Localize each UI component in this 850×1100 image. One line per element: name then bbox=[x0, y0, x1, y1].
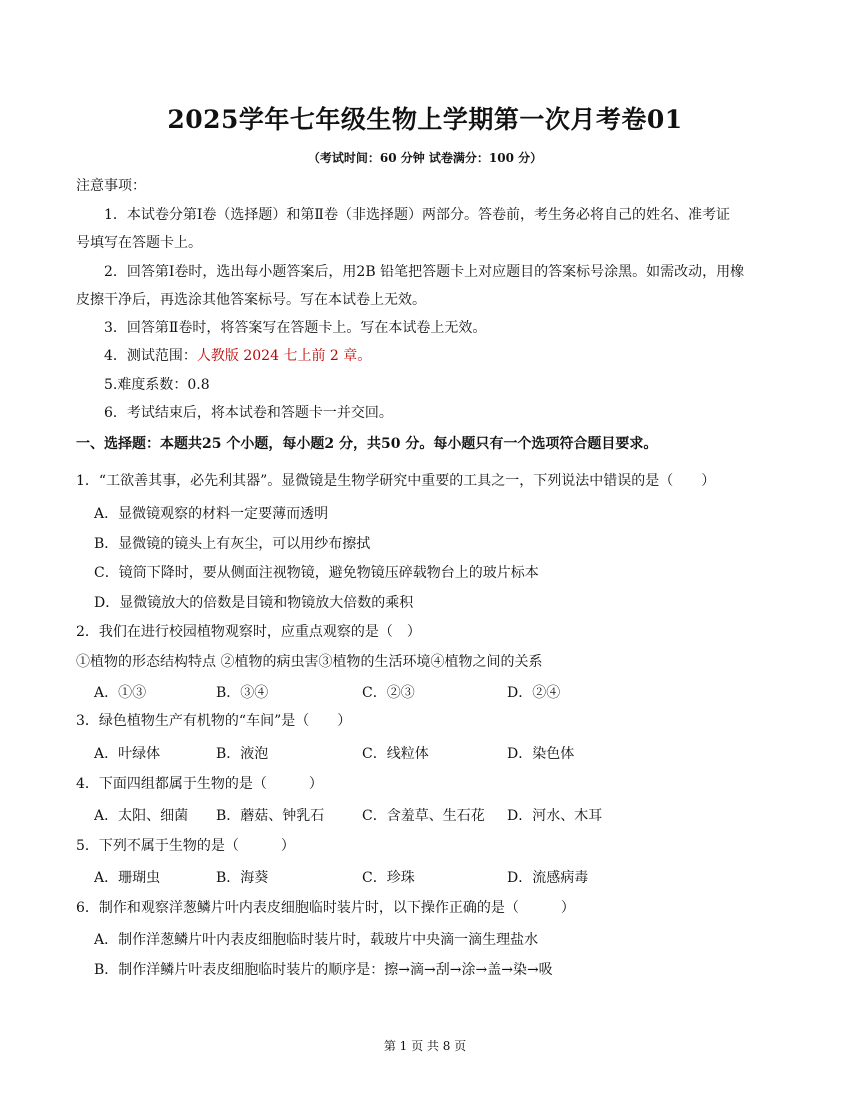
note-4-scope: 人教版 2024 七上前 2 章。 bbox=[196, 348, 372, 364]
q1-stem: 1．“工欲善其事，必先利其器”。显微镜是生物学研究中重要的工具之一，下列说法中错误的是（ ） bbox=[76, 473, 716, 489]
q5-option-b: B．海葵 bbox=[216, 870, 269, 886]
q4-option-a: A．太阳、细菌 bbox=[94, 808, 189, 824]
q2-options bbox=[94, 684, 794, 702]
q4-option-d: D．河水、木耳 bbox=[507, 808, 603, 824]
q4-option-c: C．含羞草、生石花 bbox=[362, 808, 485, 824]
note-3: 3．回答第Ⅱ卷时，将答案写在答题卡上。写在本试卷上无效。 bbox=[104, 320, 487, 336]
section-heading: 一、选择题：本题共25 个小题，每小题2 分，共50 分。每小题只有一个选项符合题目要求。 bbox=[76, 436, 658, 452]
q4-stem: 4．下面四组都属于生物的是（ ） bbox=[76, 776, 323, 792]
q2-option-b: B．③④ bbox=[216, 685, 269, 701]
q2-option-a: A．①③ bbox=[94, 685, 147, 701]
note-1-line-2: 号填写在答题卡上。 bbox=[76, 235, 202, 251]
q5-option-d: D．流感病毒 bbox=[507, 870, 589, 886]
q3-options bbox=[94, 745, 794, 763]
note-2-line-1: 2．回答第Ⅰ卷时，选出每小题答案后，用2B 铅笔把答题卡上对应题目的答案标号涂黑。如需改动，用橡 bbox=[104, 264, 745, 280]
notes-heading: 注意事项： bbox=[76, 178, 146, 194]
q2-option-d: D．②④ bbox=[507, 685, 561, 701]
q1-option-a: A．显微镜观察的材料一定要薄而透明 bbox=[94, 506, 329, 522]
note-5: 5.难度系数：0.8 bbox=[104, 377, 210, 393]
q2-statements: ①植物的形态结构特点 ②植物的病虫害③植物的生活环境④植物之间的关系 bbox=[76, 654, 543, 670]
q3-stem: 3．绿色植物生产有机物的“车间”是（ ） bbox=[76, 713, 352, 729]
q1-option-c: C．镜筒下降时，要从侧面注视物镜，避免物镜压碎载物台上的玻片标本 bbox=[94, 565, 539, 581]
q6-stem: 6．制作和观察洋葱鳞片叶内表皮细胞临时装片时，以下操作正确的是（ ） bbox=[76, 900, 575, 916]
q5-stem: 5．下列不属于生物的是（ ） bbox=[76, 838, 295, 854]
q5-option-c: C．珍珠 bbox=[362, 870, 415, 886]
q3-option-d: D．染色体 bbox=[507, 746, 575, 762]
exam-subtitle: （考试时间：60 分钟 试卷满分：100 分） bbox=[307, 151, 543, 165]
note-2-line-2: 皮擦干净后，再选涂其他答案标号。写在本试卷上无效。 bbox=[76, 292, 426, 308]
q3-option-b: B．液泡 bbox=[216, 746, 269, 762]
q4-option-b: B．蘑菇、钟乳石 bbox=[216, 808, 325, 824]
note-6: 6．考试结束后，将本试卷和答题卡一并交回。 bbox=[104, 405, 393, 421]
q5-options bbox=[94, 869, 794, 887]
page-footer: 第 1 页 共 8 页 bbox=[383, 1039, 467, 1053]
q2-stem: 2．我们在进行校园植物观察时，应重点观察的是（ ） bbox=[76, 624, 421, 640]
q5-option-a: A．珊瑚虫 bbox=[94, 870, 161, 886]
q6-option-b: B．制作洋鳞片叶表皮细胞临时装片的顺序是：擦→滴→刮→涂→盖→染→吸 bbox=[94, 962, 553, 978]
q1-option-b: B．显微镜的镜头上有灰尘，可以用纱布擦拭 bbox=[94, 536, 371, 552]
note-1-line-1: 1．本试卷分第Ⅰ卷（选择题）和第Ⅱ卷（非选择题）两部分。答卷前，考生务必将自己的姓名、准考证 bbox=[104, 207, 730, 223]
note-4 bbox=[104, 347, 371, 365]
q6-option-a: A．制作洋葱鳞片叶内表皮细胞临时装片时，载玻片中央滴一滴生理盐水 bbox=[94, 932, 539, 948]
q2-option-c: C．②③ bbox=[362, 685, 415, 701]
q3-option-c: C．线粒体 bbox=[362, 746, 429, 762]
q4-options bbox=[94, 807, 794, 825]
q1-option-d: D．显微镜放大的倍数是目镜和物镜放大倍数的乘积 bbox=[94, 595, 414, 611]
exam-title: 2025学年七年级生物上学期第一次月考卷01 bbox=[167, 105, 683, 134]
q3-option-a: A．叶绿体 bbox=[94, 746, 161, 762]
note-4-label: 4．测试范围： bbox=[104, 348, 197, 364]
